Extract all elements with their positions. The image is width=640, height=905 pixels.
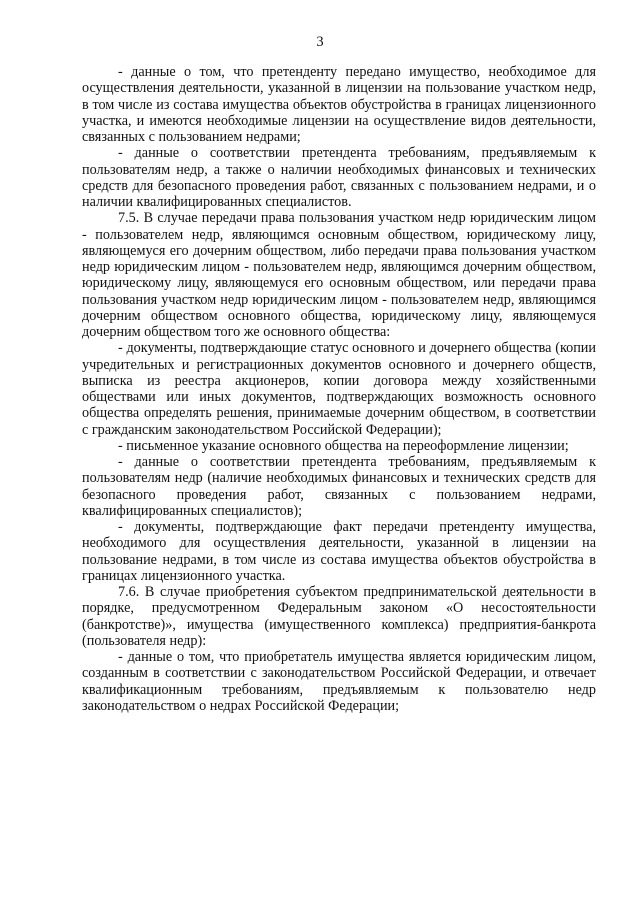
document-body	[82, 64, 596, 714]
paragraph-property-transferred: - данные о том, что претенденту передано имущество, необходимое для осуществления деятельности, указанной в лицензии на пользование участком недр, в том числе из состава имущества объектов обустройства в границах лицензионного участка, и имеются необходимые лицензии на осуществление видов деятельности, связанных с пользованием недрами;	[82, 64, 596, 145]
paragraph-written-instruction: - письменное указание основного общества на переоформление лицензии;	[118, 437, 569, 454]
paragraph-clause-7-5: 7.5. В случае передачи права пользования участком недр юридическим лицом - пользователем недр, являющимся основным обществом, юридическому лицу, являющемуся его дочерним обществом, либо передачи права пользования участком недр юридическим лицом - пользователем недр, являющимся дочерним обществом, юридическому лицу, являющемуся его основным обществом, или передачи права пользования участком недр юридическим лицом - пользователем недр, являющимся дочерним обществом основного общества, юридическому лицу, являющемуся дочерним обществом того же основного общества:	[82, 210, 596, 340]
paragraph-clause-7-6: 7.6. В случае приобретения субъектом предпринимательской деятельности в порядке, предусмотренном Федеральным законом «О несостоятельности (банкротстве)», имущества (имущественного комплекса) предприятия-банкрота (пользователя недр):	[82, 584, 596, 649]
paragraph-applicant-compliance: - данные о соответствии претендента требованиям, предъявляемым к пользователям недр (наличие необходимых финансовых и технических средств для безопасного проведения работ, связанных с пользованием недрами, квалифицированных специалистов);	[82, 454, 596, 519]
page-number: 3	[316, 34, 324, 50]
paragraph-acquirer-legal-entity: - данные о том, что приобретатель имущества является юридическим лицом, созданным в соответствии с законодательством Российской Федерации, и отвечает квалификационным требованиям, предъявляемым к пользователю недр законодательством о недрах Российской Федерации;	[82, 649, 596, 714]
paragraph-applicant-requirements: - данные о соответствии претендента требованиям, предъявляемым к пользователям недр, а также о наличии необходимых финансовых и технических средств для безопасного проведения работ, связанных с пользованием недрами, и о наличии квалифицированных специалистов.	[82, 145, 596, 210]
paragraph-status-documents: - документы, подтверждающие статус основного и дочернего общества (копии учредительных и регистрационных документов основного и дочернего обществ, выписка из реестра акционеров, копии договора между хозяйственными обществами или иных документов, подтверждающих возможность основного общества определять решения, принимаемые дочерним обществом, в соответствии с гражданским законодательством Российской Федерации);	[82, 340, 596, 438]
paragraph-transfer-documents: - документы, подтверждающие факт передачи претенденту имущества, необходимого для осуществления деятельности, указанной в лицензии на пользование недрами, в том числе из состава имущества объектов обустройства в границах лицензионного участка.	[82, 519, 596, 584]
